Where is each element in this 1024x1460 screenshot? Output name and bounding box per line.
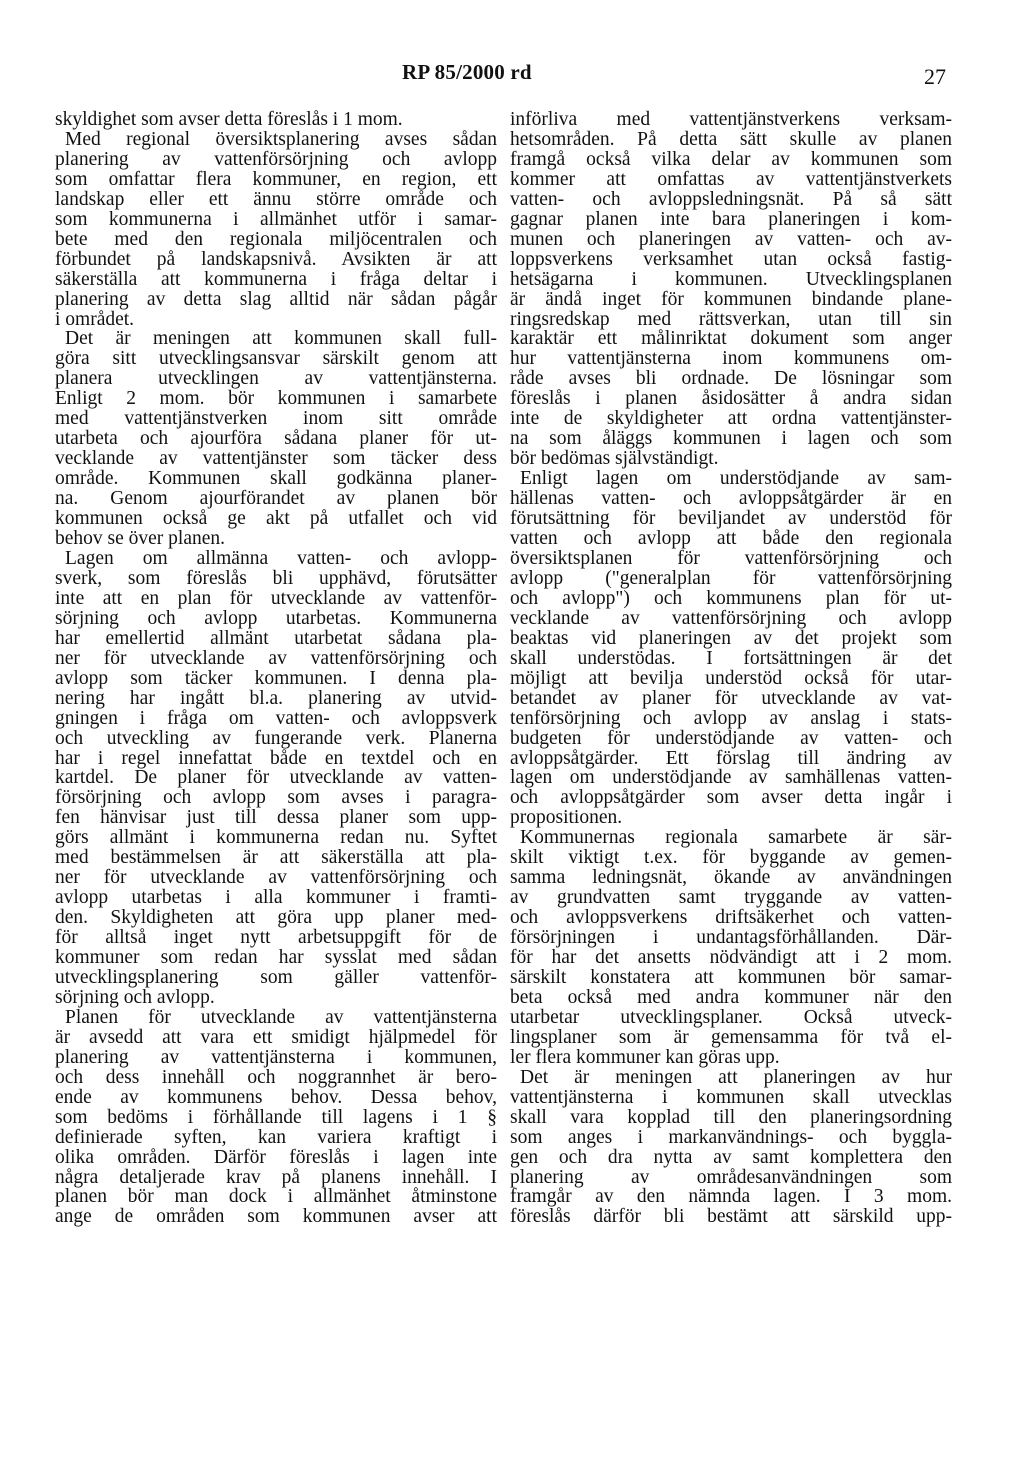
text-line: planering av vattenförsörjning och avlopp bbox=[55, 148, 497, 170]
text-line: ner för utvecklande av vattenförsörjning och bbox=[55, 867, 497, 889]
text-line: olika områden. Därför föreslås i lagen inte bbox=[55, 1146, 497, 1168]
text-line: Kommunernas regionala samarbete är sär- bbox=[520, 827, 952, 849]
text-line: särskilt konstatera att kommunen bör samar- bbox=[510, 966, 952, 988]
text-line: möjligt att bevilja understöd också för utar- bbox=[510, 667, 952, 689]
text-line: kommuner som redan har sysslat med sådan bbox=[55, 947, 497, 969]
text-line: Enligt lagen om understödjande av sam- bbox=[520, 468, 952, 490]
text-line: som omfattar flera kommuner, en region, ett bbox=[55, 168, 497, 190]
text-line: lagen om understödjande av samhällenas vatten- bbox=[510, 767, 952, 789]
text-line: vatten- och avloppsledningsnät. På så sätt bbox=[510, 188, 952, 210]
text-line: na. Genom ajourförandet av planen bör bbox=[55, 488, 497, 510]
text-line: och avlopp") och kommunens plan för ut- bbox=[510, 587, 952, 609]
text-line: som kommunerna i allmänhet utför i samar- bbox=[55, 208, 497, 230]
text-line: planen bör man dock i allmänhet åtminstone bbox=[55, 1186, 497, 1208]
right-text-column bbox=[510, 110, 952, 1227]
text-line: nering har ingått bl.a. planering av utvid- bbox=[55, 687, 497, 709]
text-line: med vattentjänstverken inom sitt område bbox=[55, 408, 497, 430]
text-line: den. Skyldigheten att göra upp planer med- bbox=[55, 907, 497, 929]
text-line: Med regional översiktsplanering avses sådan bbox=[65, 128, 497, 150]
text-line: ende av kommunens behov. Dessa behov, bbox=[55, 1086, 497, 1108]
text-line: sörjning och avlopp. bbox=[55, 986, 215, 1008]
text-line: Det är meningen att planeringen av hur bbox=[520, 1066, 952, 1088]
text-line: och dess innehåll och noggrannhet är bero- bbox=[55, 1066, 497, 1088]
text-line: framgår av den nämnda lagen. I 3 mom. bbox=[510, 1186, 952, 1208]
text-line: sörjning och avlopp utarbetas. Kommunerna bbox=[55, 607, 497, 629]
text-line: kommunen också ge akt på utfallet och vid bbox=[55, 508, 497, 530]
text-line: Planen för utvecklande av vattentjänsterna bbox=[65, 1006, 497, 1028]
text-line: planering av områdesanvändningen som bbox=[510, 1166, 952, 1188]
running-head: RP 85/2000 rd bbox=[402, 60, 532, 84]
text-line: har emellertid allmänt utarbetat sådana pla- bbox=[55, 627, 497, 649]
text-line: samma ledningsnät, ökande av användningen bbox=[510, 867, 952, 889]
text-line: i området. bbox=[55, 308, 135, 330]
text-line: munen och planeringen av vatten- och av- bbox=[510, 228, 952, 250]
text-line: skilt viktigt t.ex. för byggande av gemen- bbox=[510, 847, 952, 869]
text-line: område. Kommunen skall godkänna planer- bbox=[55, 468, 497, 490]
text-line: skyldighet som avser detta föreslås i 1 mom. bbox=[55, 109, 403, 130]
text-line: Det är meningen att kommunen skall full- bbox=[65, 328, 497, 350]
text-line: utarbeta och ajourföra sådana planer för ut- bbox=[55, 428, 497, 450]
text-line: avlopp som täcker kommunen. I denna pla- bbox=[55, 667, 497, 689]
text-line: som bedöms i förhållande till lagens i 1 § bbox=[55, 1106, 497, 1128]
text-line: hetsägarna i kommunen. Utvecklingsplanen bbox=[510, 268, 952, 290]
text-line: avlopp ("generalplan för vattenförsörjning bbox=[510, 567, 952, 589]
text-line: kommer att omfattas av vattentjänstverkets bbox=[510, 168, 952, 190]
text-line: propositionen. bbox=[510, 807, 623, 829]
text-line: bete med den regionala miljöcentralen och bbox=[55, 228, 497, 250]
text-line: och avloppsverkens driftsäkerhet och vatten- bbox=[510, 907, 952, 929]
text-line: ner för utvecklande av vattenförsörjning och bbox=[55, 647, 497, 669]
text-line: förutsättning för beviljandet av understöd för bbox=[510, 508, 952, 530]
text-line: föreslås därför bli bestämt att särskild upp- bbox=[510, 1206, 952, 1228]
text-line: utarbetar utvecklingsplaner. Också utveck- bbox=[510, 1006, 952, 1028]
text-line: försörjning och avlopp som avses i paragra- bbox=[55, 787, 497, 809]
text-line: ler flera kommuner kan göras upp. bbox=[510, 1046, 780, 1068]
text-line: görs allmänt i kommunerna redan nu. Syftet bbox=[55, 827, 497, 849]
text-line: Lagen om allmänna vatten- och avlopp- bbox=[65, 547, 497, 569]
text-line: inte att en plan för utvecklande av vattenför- bbox=[55, 587, 497, 609]
text-line: vatten och avlopp att både den regionala bbox=[510, 528, 952, 550]
text-line: planera utvecklingen av vattentjänsterna. bbox=[55, 368, 497, 390]
text-line: loppsverkens verksamhet utan också fastig- bbox=[510, 248, 952, 270]
text-line: vecklande av vattentjänster som täcker dess bbox=[55, 448, 497, 470]
text-line: landskap eller ett ännu större område och bbox=[55, 188, 497, 210]
text-line: avloppsåtgärder. Ett förslag till ändring av bbox=[510, 747, 952, 769]
text-line: vecklande av vattenförsörjning och avlopp bbox=[510, 607, 952, 629]
text-line: behov se över planen. bbox=[55, 528, 226, 550]
text-line: beta också med andra kommuner när den bbox=[510, 986, 952, 1008]
text-line: framgå också vilka delar av kommunen som bbox=[510, 148, 952, 170]
text-line: planering av detta slag alltid när sådan pågår bbox=[55, 288, 497, 310]
text-line: och avloppsåtgärder som avser detta ingår i bbox=[510, 787, 952, 809]
text-line: karaktär ett målinriktat dokument som anger bbox=[510, 328, 952, 350]
text-line: beaktas vid planeringen av det projekt som bbox=[510, 627, 952, 649]
text-line: Enligt 2 mom. bör kommunen i samarbete bbox=[55, 388, 497, 410]
text-line: lingsplaner som är gemensamma för två el- bbox=[510, 1026, 952, 1048]
text-line: betandet av planer för utvecklande av vat- bbox=[510, 687, 952, 709]
text-line: är avsedd att vara ett smidigt hjälpmedel för bbox=[55, 1026, 497, 1048]
text-line: definierade syften, kan variera kraftigt i bbox=[55, 1126, 497, 1148]
text-line: vattentjänsterna i kommunen skall utvecklas bbox=[510, 1086, 952, 1108]
text-line: ange de områden som kommunen avser att bbox=[55, 1206, 497, 1228]
text-line: planering av vattentjänsterna i kommunen, bbox=[55, 1046, 497, 1068]
text-line: hällenas vatten- och avloppsåtgärder är en bbox=[510, 488, 952, 510]
text-line: föreslås i planen åsidosätter å andra sidan bbox=[510, 388, 952, 410]
text-line: na som åläggs kommunen i lagen och som bbox=[510, 428, 952, 450]
text-line: budgeten för understödjande av vatten- och bbox=[510, 727, 952, 749]
text-line: med bestämmelsen är att säkerställa att pla- bbox=[55, 847, 497, 869]
text-line: som anges i markanvändnings- och byggla- bbox=[510, 1126, 952, 1148]
text-line: skall vara kopplad till den planeringsordning bbox=[510, 1106, 952, 1128]
text-line: fen hänvisar just till dessa planer som upp- bbox=[55, 807, 497, 829]
page-header bbox=[0, 60, 1024, 88]
text-line: är ändå inget för kommunen bindande plane- bbox=[510, 288, 952, 310]
text-line: förbundet på landskapsnivå. Avsikten är att bbox=[55, 248, 497, 270]
text-line: har i regel innefattat både en textdel och en bbox=[55, 747, 497, 769]
text-line: säkerställa att kommunerna i fråga deltar i bbox=[55, 268, 497, 290]
text-line: bör bedömas självständigt. bbox=[510, 448, 719, 470]
text-line: tenförsörjning och avlopp av anslag i stats- bbox=[510, 707, 952, 729]
text-line: och utveckling av fungerande verk. Planerna bbox=[55, 727, 497, 749]
text-line: hetsområden. På detta sätt skulle av planen bbox=[510, 128, 952, 150]
page-number: 27 bbox=[924, 64, 946, 89]
text-line: ringsredskap med rättsverkan, utan till sin bbox=[510, 308, 952, 330]
text-line: skall understödas. I fortsättningen är det bbox=[510, 647, 952, 669]
text-line: gningen i fråga om vatten- och avloppsverk bbox=[55, 707, 497, 729]
text-line: kartdel. De planer för utvecklande av vatten- bbox=[55, 767, 497, 789]
text-line: sverk, som föreslås bli upphävd, förutsätter bbox=[55, 567, 497, 589]
text-line: för alltså inget nytt arbetsuppgift för de bbox=[55, 927, 497, 949]
text-line: några detaljerade krav på planens innehåll. I bbox=[55, 1166, 497, 1188]
text-line: avlopp utarbetas i alla kommuner i framti- bbox=[55, 887, 497, 909]
text-line: översiktsplanen för vattenförsörjning och bbox=[510, 547, 952, 569]
text-line: av grundvatten samt tryggande av vatten- bbox=[510, 887, 952, 909]
text-line: försörjningen i undantagsförhållanden. Där- bbox=[510, 927, 952, 949]
text-line: inte de skyldigheter att ordna vattentjänster- bbox=[510, 408, 952, 430]
text-line: för har det ansetts nödvändigt att i 2 mom. bbox=[510, 947, 952, 969]
text-line: utvecklingsplanering som gäller vattenför- bbox=[55, 966, 497, 988]
text-line: gen och dra nytta av samt komplettera den bbox=[510, 1146, 952, 1168]
text-line: göra sitt utvecklingsansvar särskilt genom att bbox=[55, 348, 497, 370]
text-line: råde avses bli ordnade. De lösningar som bbox=[510, 368, 952, 390]
text-line: hur vattentjänsterna inom kommunens om- bbox=[510, 348, 952, 370]
text-line: gagnar planen inte bara planeringen i kom- bbox=[510, 208, 952, 230]
left-text-column bbox=[55, 110, 497, 1227]
text-line: införliva med vattentjänstverkens verksam- bbox=[510, 109, 952, 130]
